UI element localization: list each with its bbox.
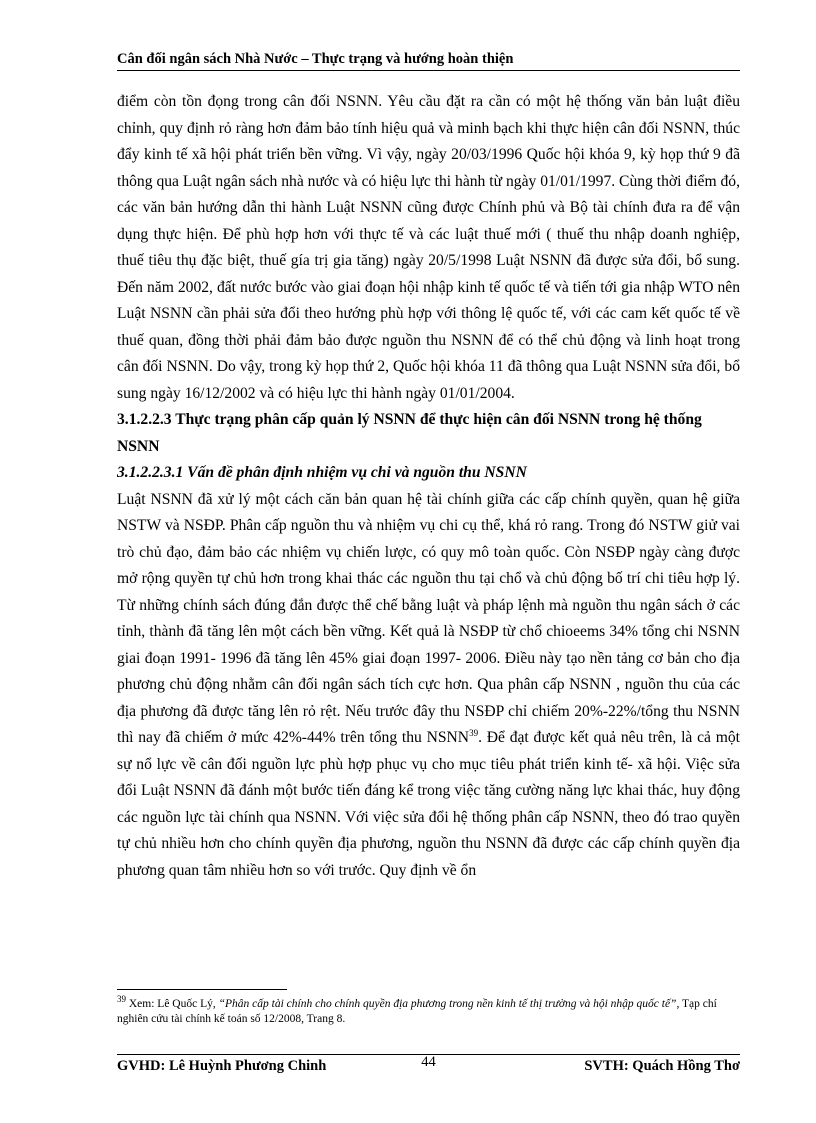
section-heading: 3.1.2.2.3 Thực trạng phân cấp quản lý NSNN để thực hiện cân đối NSNN trong hệ thống NSNN (117, 411, 702, 455)
footnote (117, 994, 740, 1027)
paragraph-text-part-1: Luật NSNN đã xử lý một cách căn bản quan hệ tài chính giữa các cấp chính quyền, quan hệ giữa NSTW và NSĐP. Phân cấp nguồn thu và nhiệm vụ chi cụ thể, khá rỏ rang. Trong đó NSTW giử vai trò chủ đạo, đảm bảo các nhiệm vụ chiến lược, có quy mô toàn quốc. Còn NSĐP ngày càng được mở rộng quyền tự chủ hơn trong khai thác các nguồn thu tại chổ và chủ động bố trí chi tiêu hợp lý. Từ những chính sách đúng đắn được thể chế bằng luật và pháp lệnh mà nguồn thu ngân sách ở các tỉnh, thành đã tăng lên một cách bền vững. Kết quả là NSĐP từ chổ chioeems 34% tổng chi NSNN giai đoạn 1991- 1996 đã tăng lên 45% giai đoạn 1997- 2006. Điều này tạo nền tảng cơ bản cho địa phương chủ động nhằm cân đối ngân sách tích cực hơn. Qua phân cấp NSNN , nguồn thu của các địa phương đã được tăng lên rỏ rệt. Nếu trước đây thu NSĐP chỉ chiếm 20%-22%/tổng thu NSNN thì nay đã chiếm ở mức 42%-44% trên tổng thu NSNN (117, 490, 740, 746)
footnote-number: 39 (117, 994, 126, 1005)
paragraph-budget-decentralization (117, 487, 740, 885)
running-header (117, 50, 740, 71)
paragraph-text-part-2: . Để đạt được kết quả nêu trên, là cả một sự nổ lực về cân đối nguồn lực phù hợp phục vụ cho mục tiêu phát triển kinh tế- xã hội. Việc sửa đổi Luật NSNN đã đánh một bước tiến đáng kể trong việc tăng cường năng lực khai thác, huy động các nguồn lực tài chính qua NSNN. Với việc sửa đổi hệ thống phân cấp NSNN, theo đó trao quyền tự chủ nhiều hơn cho chính quyền địa phương, nguồn thu NSNN đã được các cấp chính quyền địa phương quan tâm nhiều hơn so với trước. Quy định về ổn (117, 729, 740, 879)
footnote-divider (117, 989, 287, 990)
footer-student: SVTH: Quách Hồng Thơ (584, 1058, 740, 1074)
footnote-article-title: “Phân cấp tài chính cho chính quyền địa phương trong nền kinh tế thị trường và hội nhập quốc tế” (218, 998, 677, 1010)
running-footer (117, 1054, 740, 1078)
subsection-heading: 3.1.2.2.3.1 Vấn đề phân định nhiệm vụ chi và nguồn thu NSNN (117, 464, 527, 481)
footer-advisor: GVHD: Lê Huỳnh Phương Chinh (117, 1058, 327, 1074)
paragraph-law-history: điểm còn tồn đọng trong cân đối NSNN. Yêu cầu đặt ra cần có một hệ thống văn bản luật điều chỉnh, quy định rỏ ràng hơn đảm bảo tính hiệu quả và minh bạch khi thực hiện cân đối NSNN, thúc đẩy kinh tế xã hội phát triển bền vững. Vì vậy, ngày 20/03/1996 Quốc hội khóa 9, kỳ họp thứ 9 đã thông qua Luật ngân sách nhà nước và có hiệu lực thi hành từ ngày 01/01/1997. Cùng thời điểm đó, các văn bản hướng dẫn thi hành Luật NSNN cũng được Chính phủ và Bộ tài chính đưa ra để vận dụng thực hiện. Để phù hợp hơn với thực tế và các luật thuế mới ( thuế thu nhập doanh nghiệp, thuế tiêu thụ đặc biệt, thuế gía trị gia tăng) ngày 20/5/1998 Luật NSNN đã được sửa đổi, bổ sung. Đến năm 2002, đất nước bước vào giai đoạn hội nhập kinh tế quốc tế và tiến tới gia nhập WTO nên Luật NSNN cần phải sửa đổi theo hướng phù hợp với thông lệ quốc tế, với các cam kết quốc tế về thuế quan, đồng thời phải đảm bảo được nguồn thu NSNN để có thể chủ động và linh hoạt trong cân đối NSNN. Do vậy, trong kỳ họp thứ 2, Quốc hội khóa 11 đã thông qua Luật NSNN sửa đổi, bổ sung ngày 16/12/2002 và có hiệu lực thi hành ngày 01/01/2004. (117, 93, 740, 402)
footnote-prefix: Xem: Lê Quốc Lý, (126, 998, 219, 1010)
footnote-reference[interactable]: 39 (469, 727, 479, 738)
header-title: Cân đối ngân sách Nhà Nước – Thực trạng và hướng hoàn thiện (117, 51, 514, 67)
page-body (117, 89, 740, 884)
page-number: 44 (421, 1054, 436, 1070)
footnote-source: , Tạp chí nghiên cứu tài chính kế toán số 12/2008, Trang 8. (117, 998, 717, 1025)
